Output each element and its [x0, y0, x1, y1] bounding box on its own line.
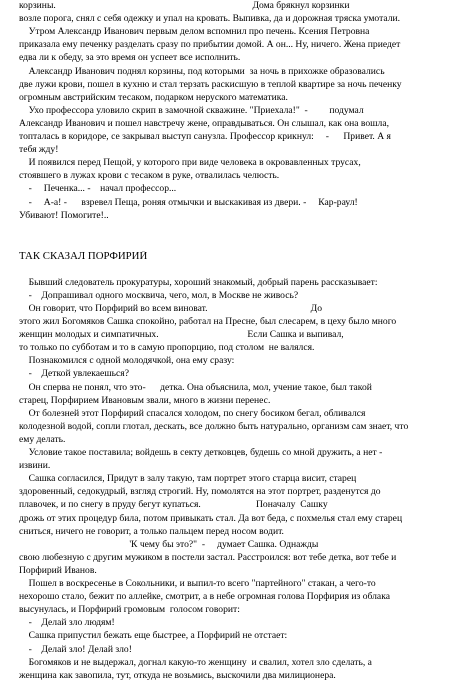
text-line: то только по субботам и то в самую пропорцию, под столом не валялся. — [19, 342, 315, 354]
text-line: топталась в коридоре, се закрывал выступ санузла. Профессор крикнул: - Привет. А я — [19, 131, 391, 142]
text-line: Познакомился с одной молодячкой, она ему сразу: — [19, 355, 235, 367]
text-line: женщин молодых и симпатичных. Если Сашка и выпивал, — [19, 329, 344, 341]
text-line: Порфирий Иванов. — [19, 564, 97, 576]
text-line: дрожь от этих процедур била, потом привыкать стал. Да вот беда, с похмелья стал ему старец — [19, 512, 403, 524]
text-line: едва ли к обеду, за это время он успеет все исполнить. — [19, 52, 241, 64]
text-line: плавочек, и по снегу в пруду бегут купаться. Поначалу Сашку — [19, 499, 328, 511]
text-line: Пошел в воскресенье в Сокольники, и выпил-то всего "партейного" стакан, а чего-то — [19, 578, 376, 589]
text-line: Сашка согласился, Придут в залу такую, там портрет этого старца висит, старец — [19, 473, 357, 485]
text-line: огромным австрийским тесаком, подарком неруского математика. — [19, 91, 288, 103]
text-line: приказала ему печенку разделать сразу по прибытии домой. А он... Ну, ничего. Жена приедет — [19, 39, 401, 51]
text-line: тебя жду! — [19, 144, 59, 156]
text-line: извини. — [19, 460, 51, 472]
text-line: Александр Иванович поднял корзины, под которыми за ночь в прихожке образовались — [19, 65, 385, 77]
text-line: Ухо профессора уловило скрип в замочной скважине. "Приехала!" - подумал — [19, 104, 364, 116]
text-line: стоявшего в лужах крови с тесаком в руке, отвалилась челюсть. — [19, 170, 280, 182]
text-line: - Допрашивал одного москвича, чего, мол, в Москве не живось? — [19, 289, 299, 301]
text-line: Убивают! Помогите!.. — [19, 209, 109, 221]
text-line: свою любезную с другим мужиком в постели застал. Расстроился: вот тебе детка, вот тебе и — [19, 551, 397, 563]
text-line: - А-а! - взревел Пеща, роняя отмычки и выскакивая из двери. - Кар-раул! — [19, 196, 358, 208]
text-line: нехорошо стало, бежит по аллейке, смотрит, а в небе огромная голова Порфирия из облака — [19, 591, 390, 603]
text-line: Богомяков и не выдержал, догнал какую-то женщину и свалил, хотел зло сделать, а — [19, 656, 372, 668]
text-line: 'К чему бы это?" - думает Сашка. Однажды — [19, 538, 319, 550]
text-line: этого жил Богомяков Сашка спокойно, работал на Пресне, был слесарем, в цеху было много — [19, 316, 397, 327]
text-line: Он сперва не понял, что это- детка. Она объяснила, мол, учение такое, был такой — [19, 381, 372, 393]
text-line: От болезней этот Порфирий спасался холодом, по снегу босиком бегал, обливался — [19, 407, 366, 419]
chapter-heading: ТАК СКАЗАЛ ПОРФИРИЙ — [19, 250, 148, 262]
text-line: - Делай зло людям! — [19, 617, 115, 629]
text-line: здоровенный, седокудрый, взгляд строгий. Ну, помолятся на этот портрет, разденутся до — [19, 486, 381, 498]
text-line: две лужи крови, пошел в кухню и стал терзать раскисшую в теплой квартире за ночь печенку — [19, 78, 402, 90]
text-line: колодезной водой, сопли глотал, дескать, все должно быть натурально, организм сам знает, что — [19, 420, 409, 432]
text-line: женщина как завопила, тут, откуда не возьмись, выскочили два милиционера. — [19, 669, 336, 681]
text-line: И появился перед Пещой, у которого при виде человека в окровавленных трусах, — [19, 157, 361, 169]
text-line: Условие такое поставила; войдешь в секту детковцев, будешь со мной дружить, а нет - — [19, 447, 383, 458]
text-line: Бывший следователь прокуратуры, хороший знакомый, добрый парень рассказывает: — [19, 276, 378, 288]
text-line: сниться, ничего не говорит, а только пальцем перед носом водит. — [19, 525, 284, 537]
text-line: - Делай зло! Делай зло! — [19, 643, 132, 655]
text-line: старец, Порфирием Ивановым звали, много в жизни перенес. — [19, 394, 271, 406]
text-line: ему делать. — [19, 433, 66, 445]
text-line: Александр Иванович и пошел навстречу жене, оправдываться. Он слышал, как она вошла, — [19, 117, 389, 129]
text-line: Сашка припустил бежать еще быстрее, а Порфирий не отстает: — [19, 630, 288, 642]
text-line: - Деткой увлекаешься? — [19, 368, 129, 380]
text-line: корзины. Дома брякнул корзинки — [19, 0, 350, 11]
text-line: высунулась, и Порфирий громовым голосом говорит: — [19, 604, 240, 616]
text-line: возле порога, снял с себя одежку и упал на кровать. Выпивка, да и дорожная тряска умотали. — [19, 13, 401, 25]
text-line: Утром Александр Иванович первым делом вспомнил про печень. Ксения Петровна — [19, 26, 370, 38]
text-line: Он говорит, что Порфирий во всем виноват. До — [19, 302, 323, 314]
text-line: - Печенка... - начал профессор... — [19, 183, 177, 195]
